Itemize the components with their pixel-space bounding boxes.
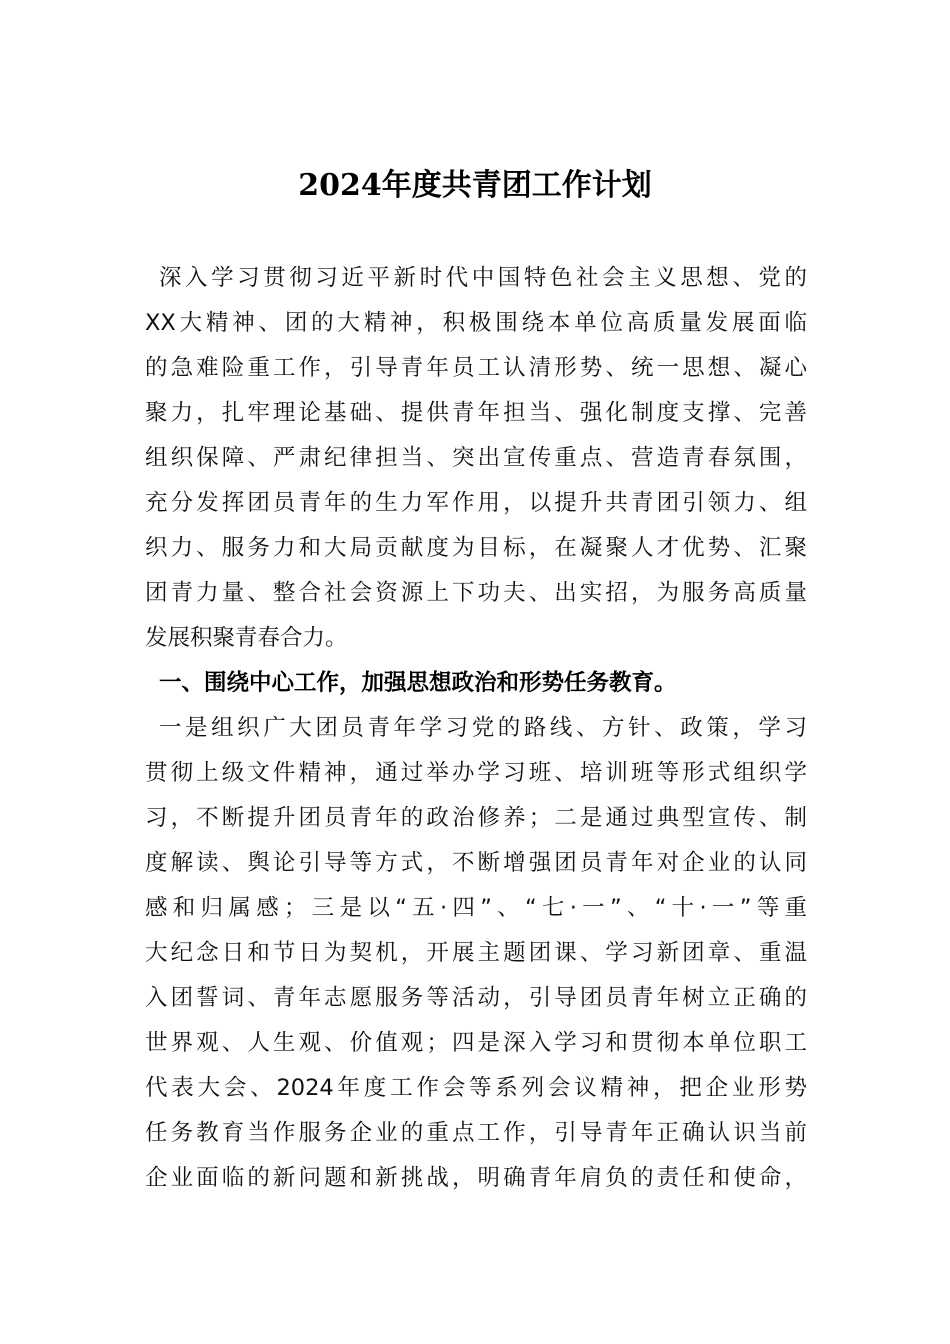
paragraph-line: 大纪念日和节日为契机，开展主题团课、学习新团章、重温	[145, 940, 807, 966]
paragraph-line: 世界观、人生观、价值观；四是深入学习和贯彻本单位职工	[145, 1030, 807, 1056]
section-heading: 一、围绕中心工作，加强思想政治和形势任务教育。	[159, 670, 677, 696]
paragraph-line: 充分发挥团员青年的生力军作用，以提升共青团引领力、组	[145, 490, 807, 516]
paragraph-line: 企业面临的新问题和新挑战，明确青年肩负的责任和使命，	[145, 1165, 807, 1191]
paragraph-line: 代表大会、2024年度工作会等系列会议精神，把企业形势	[145, 1075, 807, 1101]
paragraph-line: 任务教育当作服务企业的重点工作，引导青年正确认识当前	[145, 1120, 807, 1146]
paragraph-line: 织力、服务力和大局贡献度为目标，在凝聚人才优势、汇聚	[145, 535, 807, 561]
paragraph-line: 发展积聚青春合力。	[145, 625, 348, 651]
intro-paragraph	[145, 256, 807, 661]
paragraph-line: XX大精神、团的大精神，积极围绕本单位高质量发展面临	[145, 310, 807, 336]
paragraph-line: 的急难险重工作，引导青年员工认清形势、统一思想、凝心	[145, 355, 807, 381]
paragraph-line: 感和归属感；三是以“五·四”、“七·一”、“十·一”等重	[145, 895, 807, 921]
paragraph-line: 习，不断提升团员青年的政治修养；二是通过典型宣传、制	[145, 805, 807, 831]
paragraph-line: 聚力，扎牢理论基础、提供青年担当、强化制度支撑、完善	[145, 400, 807, 426]
paragraph-line: 入团誓词、青年志愿服务等活动，引导团员青年树立正确的	[145, 985, 807, 1011]
paragraph-line: 团青力量、整合社会资源上下功夫、出实招，为服务高质量	[145, 580, 807, 606]
paragraph-line: 度解读、舆论引导等方式，不断增强团员青年对企业的认同	[145, 850, 807, 876]
paragraph-line: 贯彻上级文件精神，通过举办学习班、培训班等形式组织学	[145, 760, 807, 786]
paragraph-line: 组织保障、严肃纪律担当、突出宣传重点、营造青春氛围，	[145, 445, 807, 471]
paragraph-line: 一是组织广大团员青年学习党的路线、方针、政策，学习	[159, 715, 807, 741]
paragraph-line: 深入学习贯彻习近平新时代中国特色社会主义思想、党的	[159, 265, 807, 291]
section-1	[145, 661, 807, 1201]
document-title: 2024年度共青团工作计划	[298, 168, 652, 203]
